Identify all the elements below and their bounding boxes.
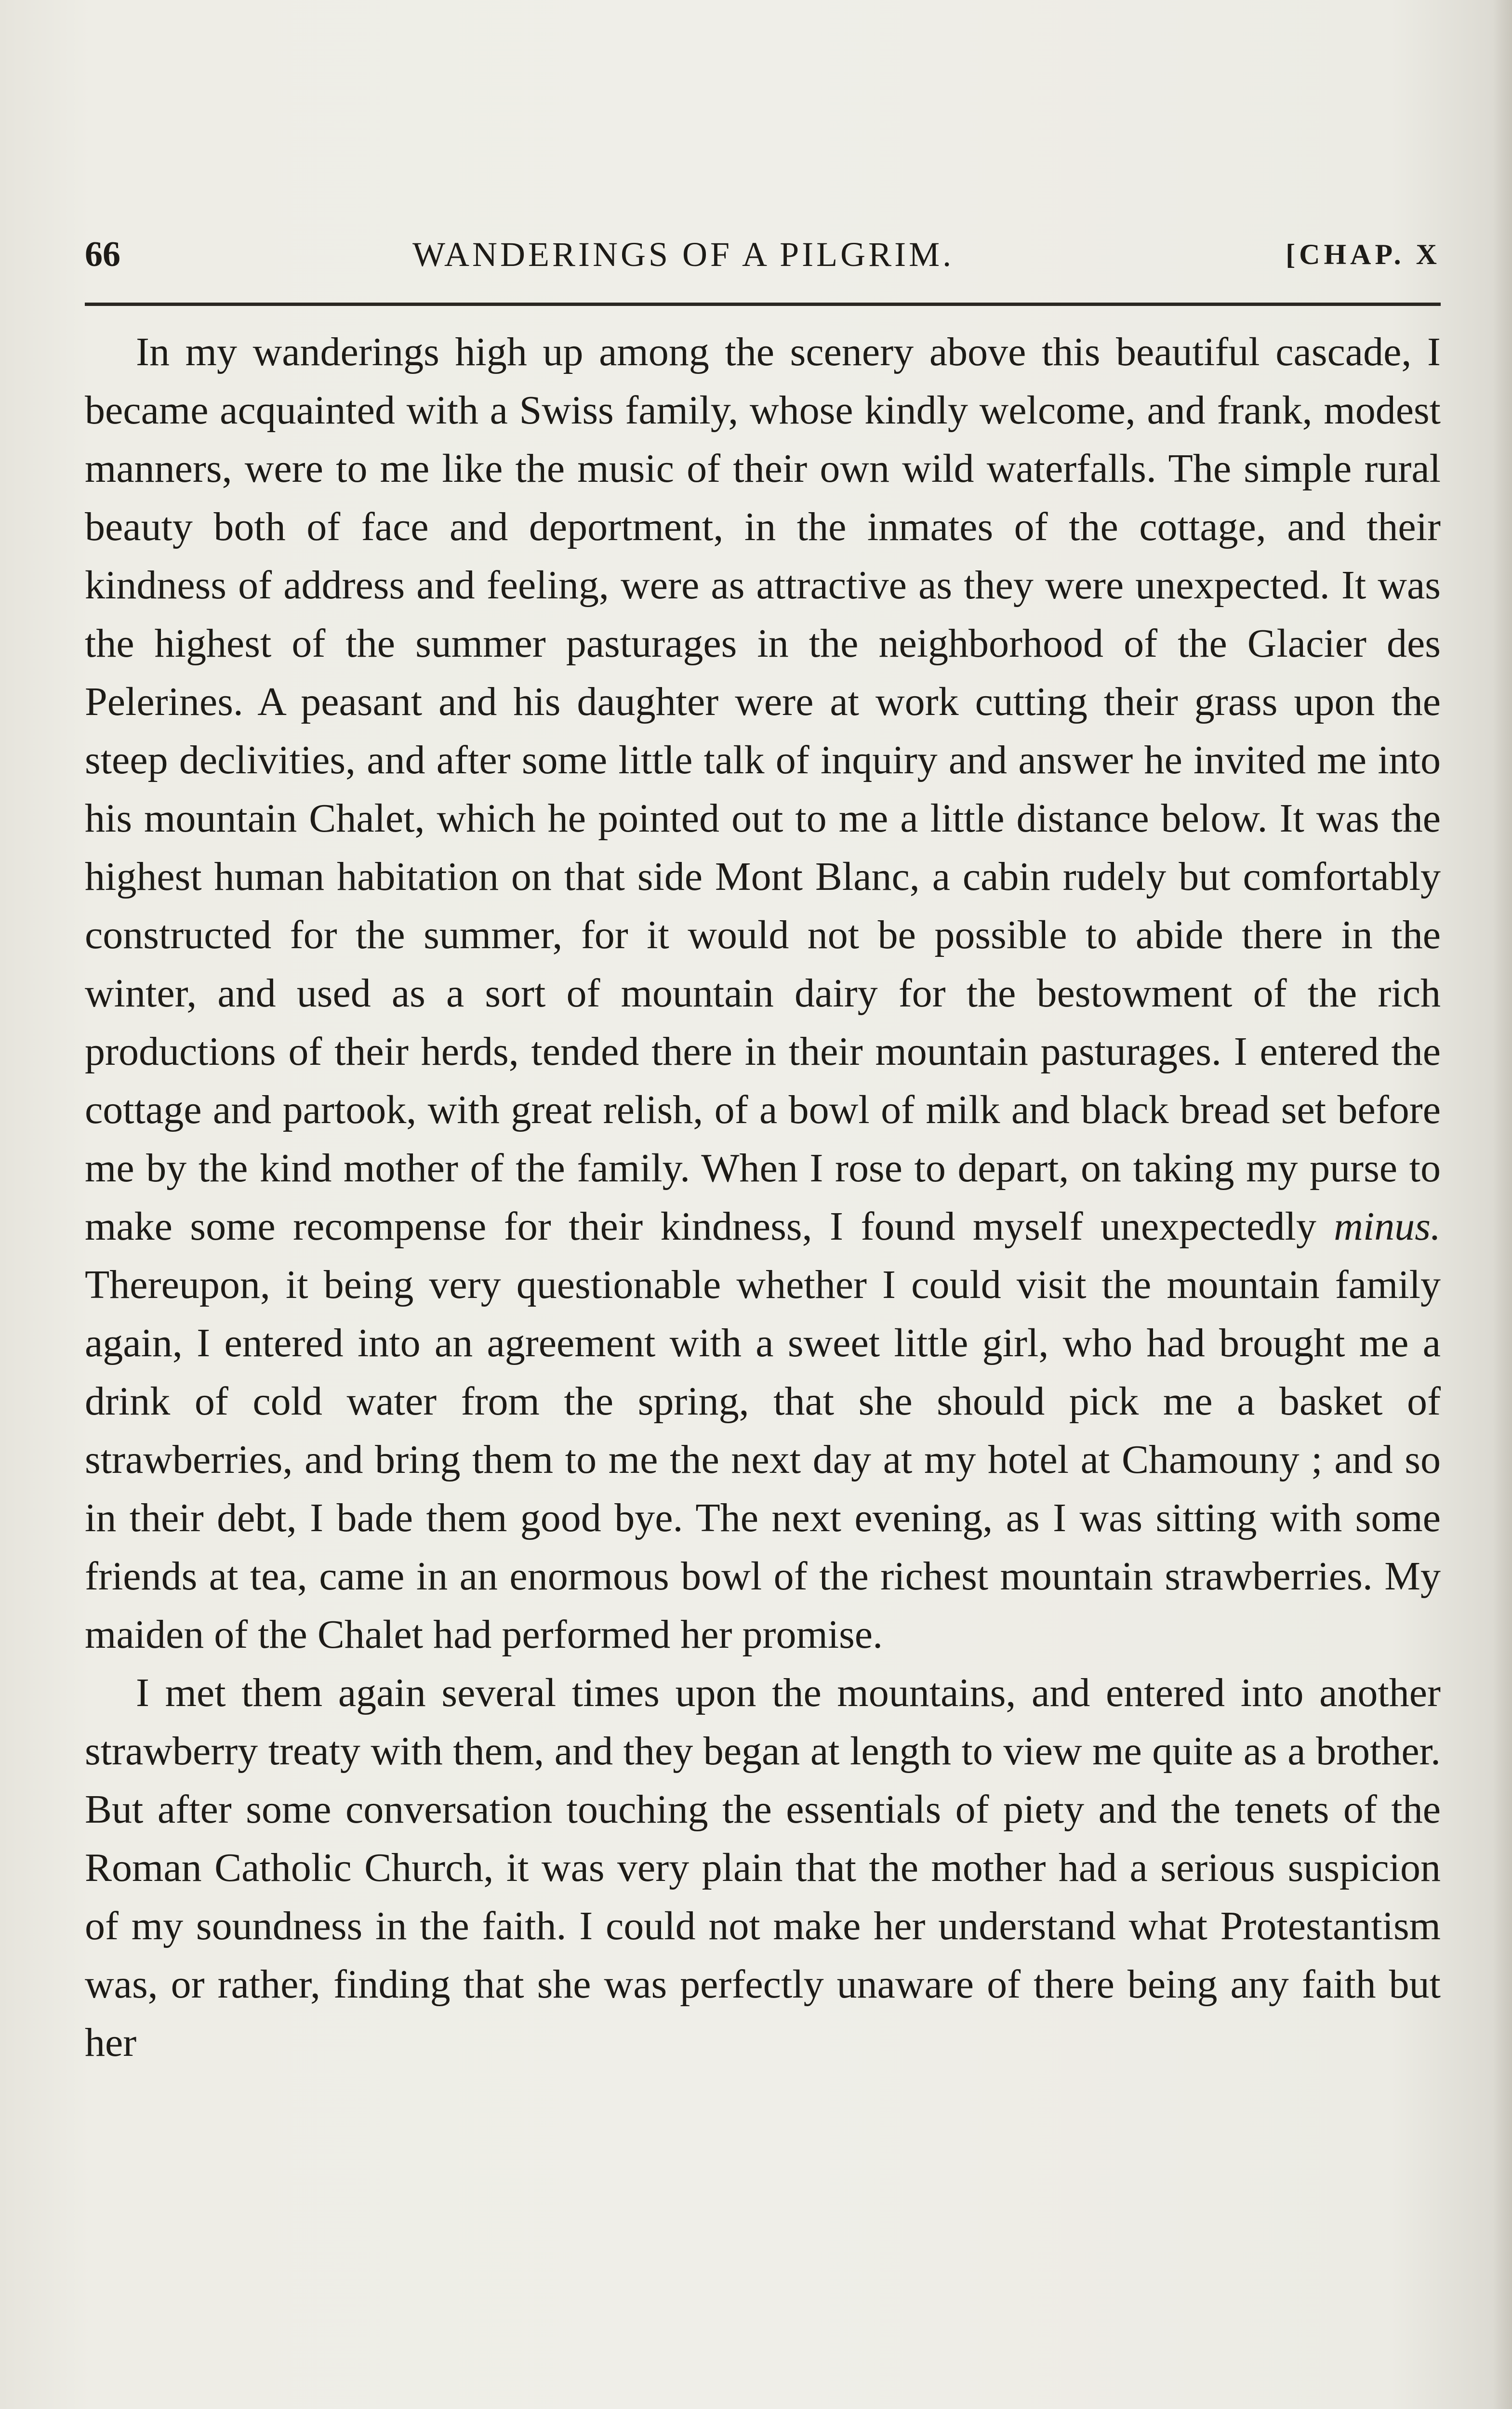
running-title: WANDERINGS OF A PILGRIM. (412, 235, 955, 274)
paragraph-1-italic: minus. (1334, 1204, 1441, 1249)
page-number: 66 (85, 235, 120, 274)
body-text (85, 323, 1441, 2072)
chapter-reference: [CHAP. X (1286, 238, 1441, 270)
paragraph-1-text-b: Thereupon, it being very questionable whether I could visit the mountain family again, I entered into an agreement with a sweet little girl, who had brought me a drink of cold water from the spring, that she should pick me a basket of strawberries, and bring them to me the next day at my hotel at Chamouny ; and so in their debt, I bade them good bye. The next evening, as I was sitting with some friends at tea, came in an enormous bowl of the richest mountain strawberries. My maiden of the Chalet had performed her promise. (85, 1262, 1441, 1657)
paragraph-1 (85, 323, 1441, 1664)
paragraph-2: I met them again several times upon the mountains, and entered into another strawberry treaty with them, and they began at length to view me quite as a brother. But after some conversation touching the essentials of piety and the tenets of the Roman Catholic Church, it was very plain that the mother had a serious suspicion of my soundness in the faith. I could not make her understand what Protestantism was, or rather, finding that she was perfectly unaware of there being any faith but her (85, 1670, 1441, 2065)
page-edge-shadow (1493, 0, 1512, 2409)
running-header (85, 230, 1441, 278)
paragraph-1-text-a: In my wanderings high up among the scenery above this beautiful cascade, I became acquainted with a Swiss family, whose kindly welcome, and frank, modest manners, were to me like the music of their own wild waterfalls. The simple rural beauty both of face and deportment, in the inmates of the cottage, and their kindness of address and feeling, were as attractive as they were unexpected. It was the highest of the summer pasturages in the neighborhood of the Glacier des Pelerines. A peasant and his daughter were at work cutting their grass upon the steep declivities, and after some little talk of inquiry and answer he invited me into his mountain Chalet, which he pointed out to me a little distance below. It was the highest human habitation on that side Mont Blanc, a cabin rudely but comfortably constructed for the summer, for it would not be possible to abide there in the winter, and used as a sort of mountain dairy for the bestowment of the rich productions of their herds, tended there in their mountain pasturages. I entered the cottage and partook, with great relish, of a bowl of milk and black bread set before me by the kind mother of the family. When I rose to depart, on taking my purse to make some recompense for their kindness, I found myself unexpectedly (85, 330, 1441, 1249)
header-rule (85, 303, 1441, 306)
